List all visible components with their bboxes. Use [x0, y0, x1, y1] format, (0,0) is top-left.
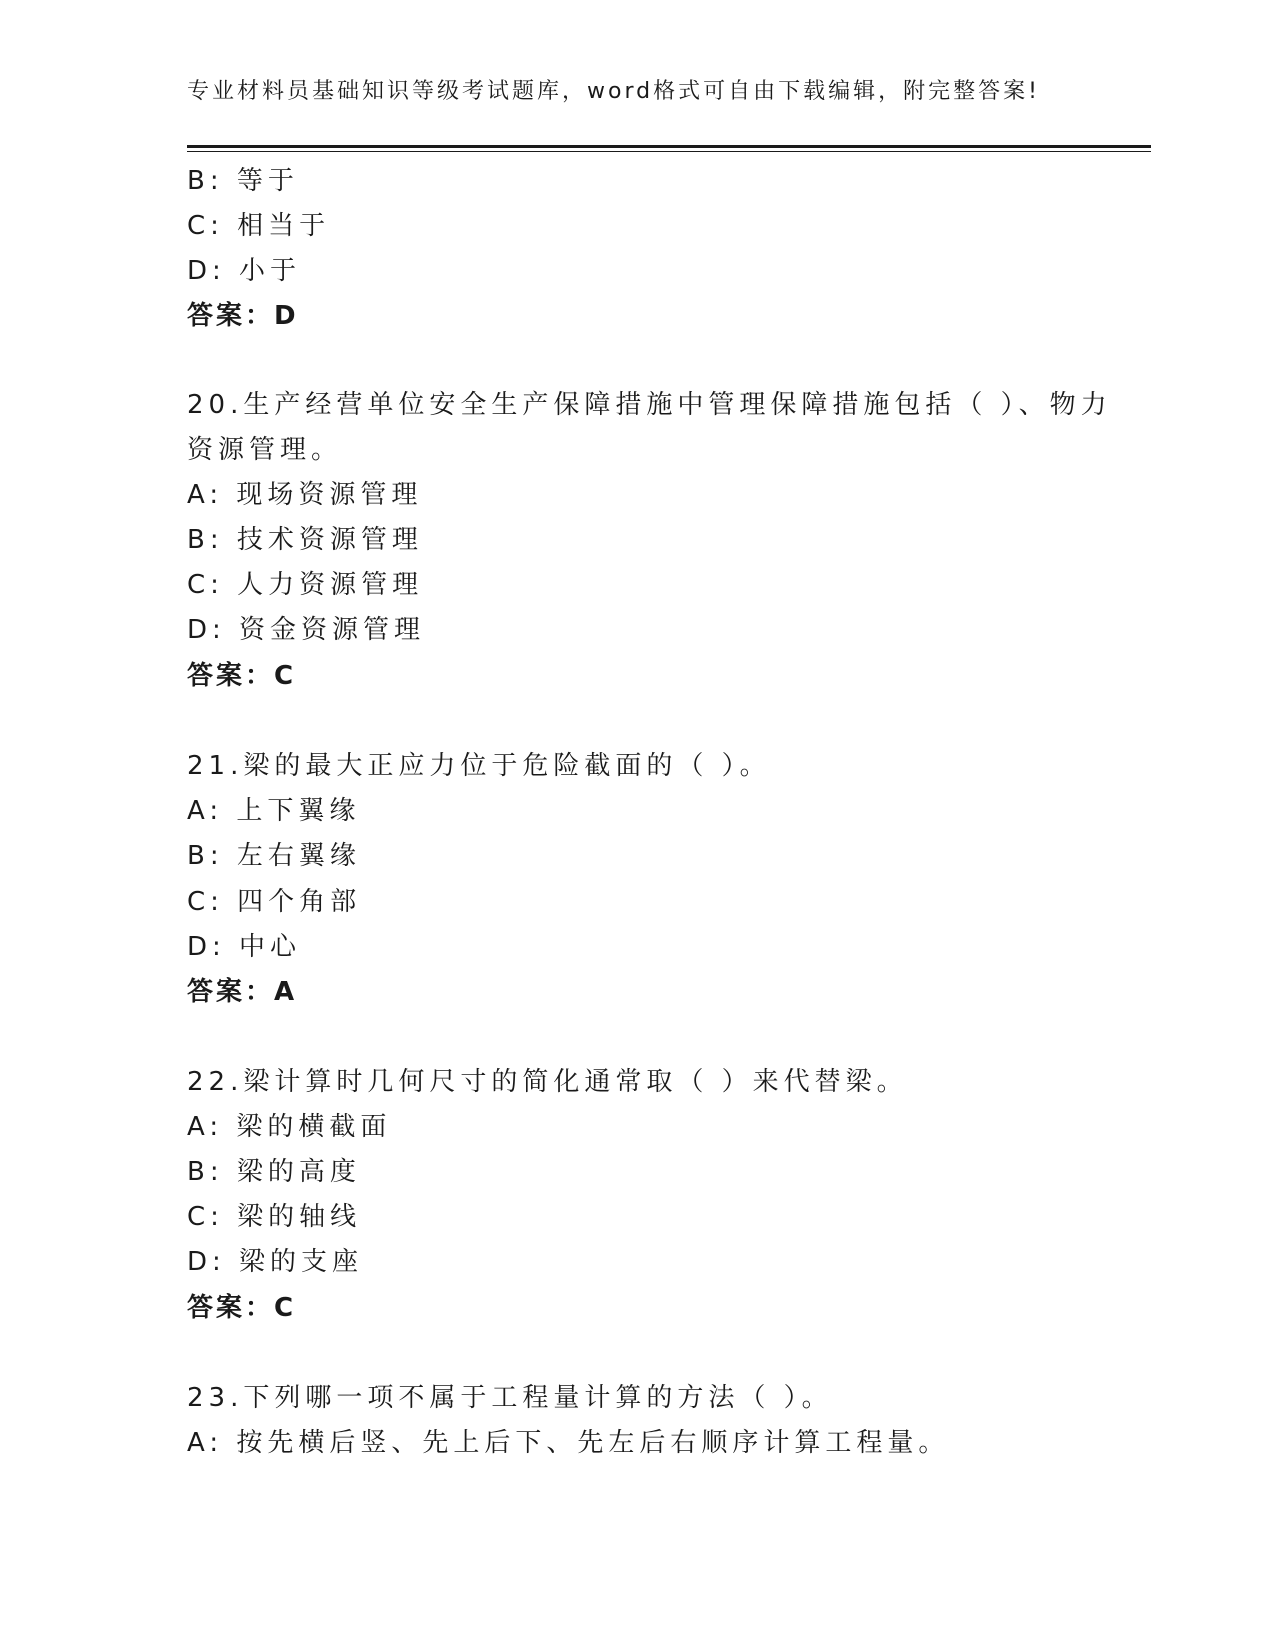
q23-option-a: A: 按先横后竖、先上后下、先左后右顺序计算工程量。 — [187, 1428, 950, 1458]
q19-option-b: B: 等于 — [187, 166, 299, 196]
q20-question-line2: 资源管理。 — [187, 435, 343, 465]
q20-answer: 答案：C — [187, 661, 297, 691]
q21-option-c: C: 四个角部 — [187, 887, 362, 917]
q21-answer: 答案：A — [187, 977, 298, 1007]
header-rule-thick — [187, 145, 1151, 148]
q20-option-c: C: 人力资源管理 — [187, 570, 424, 600]
page-header: 专业材料员基础知识等级考试题库，word格式可自由下载编辑，附完整答案! — [187, 79, 1040, 104]
q22-option-c: C: 梁的轴线 — [187, 1202, 362, 1232]
header-rule-thin — [187, 151, 1151, 152]
q22-option-d: D: 梁的支座 — [187, 1247, 364, 1277]
q23-question: 23.下列哪一项不属于工程量计算的方法（ ）。 — [187, 1383, 833, 1413]
q21-option-d: D: 中心 — [187, 932, 302, 962]
q19-option-d: D: 小于 — [187, 256, 302, 286]
q20-option-d: D: 资金资源管理 — [187, 615, 426, 645]
q21-option-a: A: 上下翼缘 — [187, 796, 361, 826]
q22-option-a: A: 梁的横截面 — [187, 1112, 392, 1142]
q22-question: 22.梁计算时几何尺寸的简化通常取（ ）来代替梁。 — [187, 1067, 908, 1097]
q22-answer: 答案：C — [187, 1293, 297, 1323]
q20-question-line1: 20.生产经营单位安全生产保障措施中管理保障措施包括（ ）、物力 — [187, 390, 1112, 420]
q20-option-a: A: 现场资源管理 — [187, 480, 423, 510]
q21-question: 21.梁的最大正应力位于危险截面的（ ）。 — [187, 751, 771, 781]
q19-option-c: C: 相当于 — [187, 211, 331, 241]
q19-answer: 答案：D — [187, 301, 299, 331]
q20-option-b: B: 技术资源管理 — [187, 525, 423, 555]
q22-option-b: B: 梁的高度 — [187, 1157, 361, 1187]
q21-option-b: B: 左右翼缘 — [187, 841, 361, 871]
